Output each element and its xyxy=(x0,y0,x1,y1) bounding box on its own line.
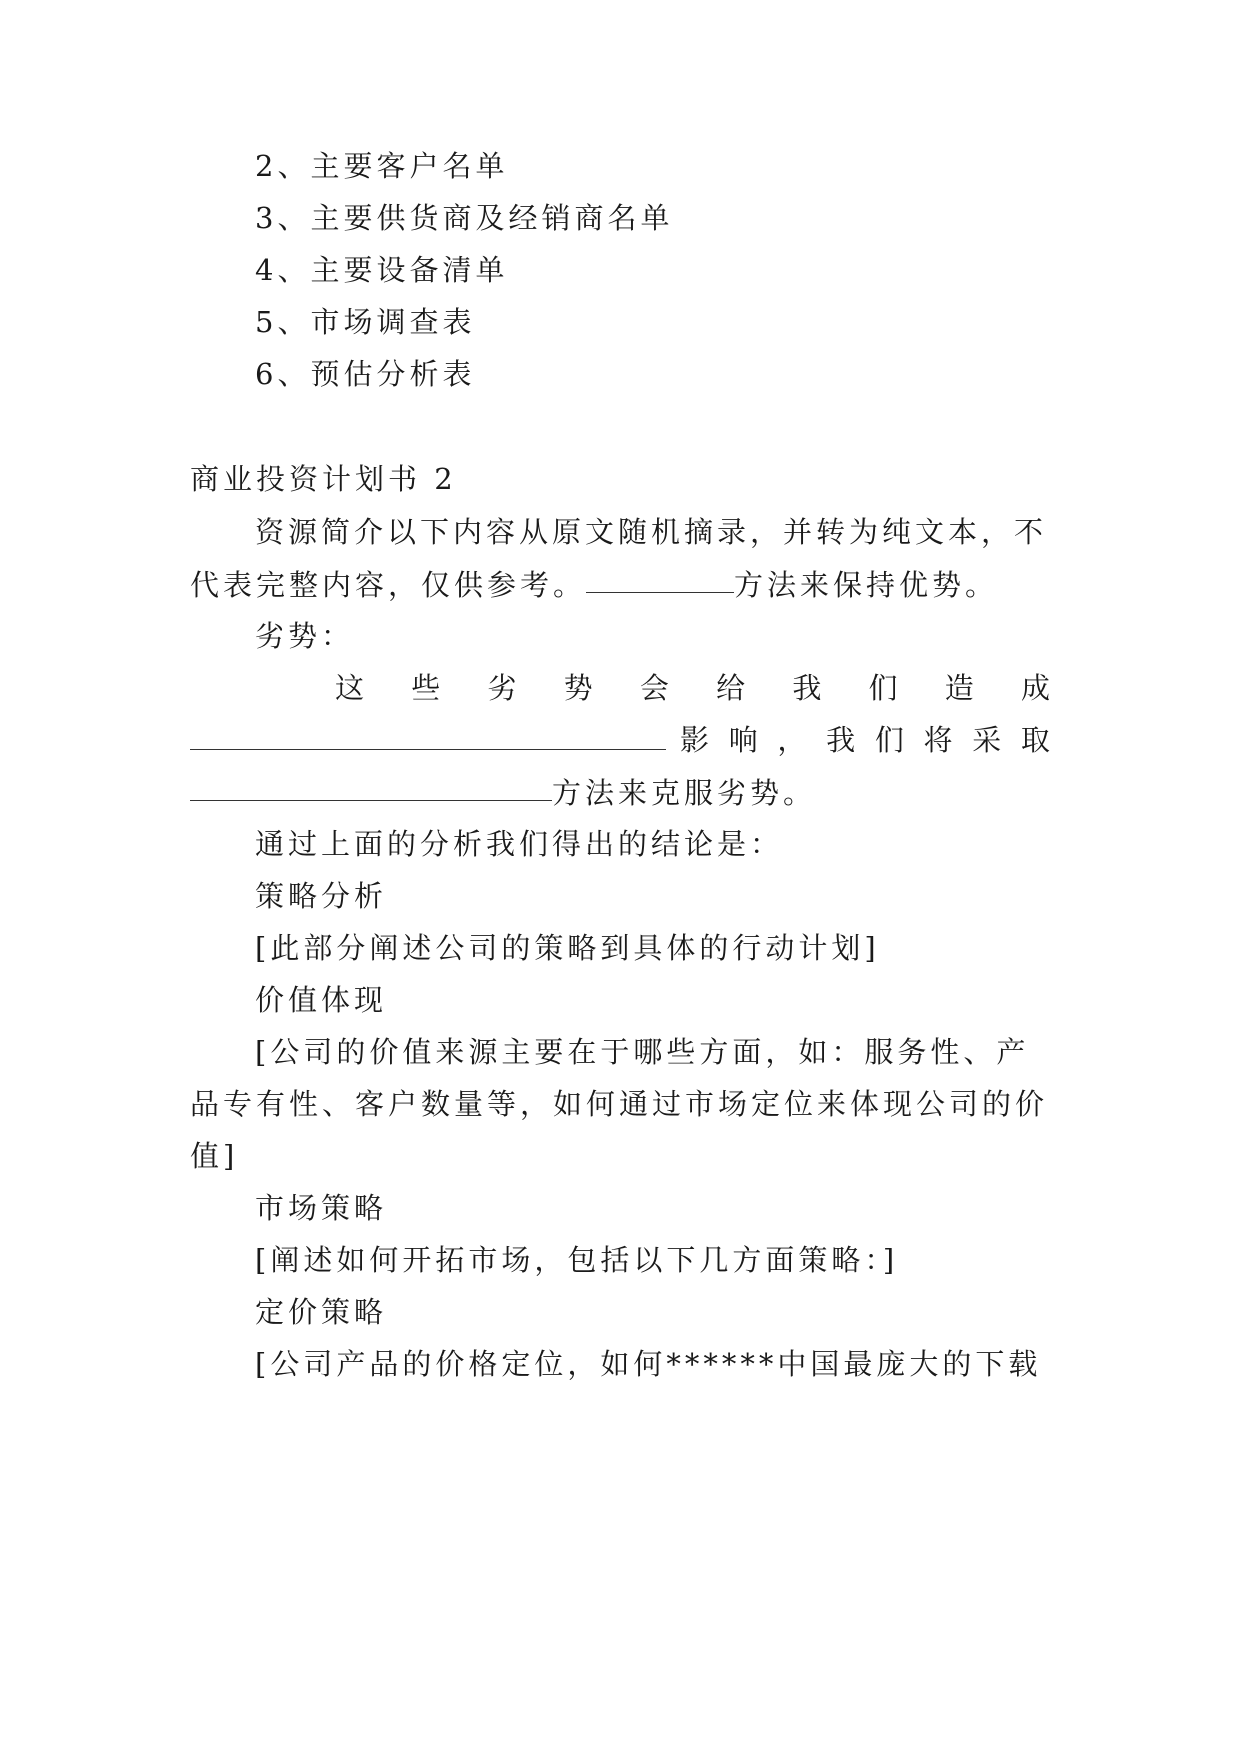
strategy-heading: 策略分析 xyxy=(255,879,388,913)
list-item: 6、预估分析表 xyxy=(255,357,476,391)
section-title: 商业投资计划书 2 xyxy=(190,462,457,496)
value-note-line-1: [公司的价值来源主要在于哪些方面，如：服务性、产 xyxy=(255,1035,1030,1069)
conclusion-text: 通过上面的分析我们得出的结论是： xyxy=(255,827,784,861)
weakness-word: 成 xyxy=(1020,671,1050,705)
market-note: [阐述如何开拓市场，包括以下几方面策略：] xyxy=(255,1243,899,1277)
weakness-word: 造 xyxy=(944,671,974,705)
weakness-heading: 劣势： xyxy=(255,619,355,653)
weakness-word: 取 xyxy=(1020,723,1050,757)
weakness-word: 劣 xyxy=(487,671,517,705)
weakness-word: 将 xyxy=(923,723,953,757)
weakness-word: 给 xyxy=(716,671,746,705)
value-heading: 价值体现 xyxy=(255,983,388,1017)
weakness-line-3-text: 方法来克服劣势。 xyxy=(552,776,817,810)
intro-text-before-blank: 代表完整内容，仅供参考。 xyxy=(190,568,587,602)
list-item: 5、市场调查表 xyxy=(255,305,476,339)
weakness-word: 会 xyxy=(639,671,669,705)
weakness-word: 响 xyxy=(728,723,758,757)
pricing-note: [公司产品的价格定位，如何******中国最庞大的下载 xyxy=(255,1347,1042,1381)
intro-line-2 xyxy=(190,564,998,605)
weakness-word: 们 xyxy=(868,671,898,705)
weakness-word: ， xyxy=(777,723,807,757)
weakness-word: 我 xyxy=(826,723,856,757)
intro-text-after-blank: 方法来保持优势。 xyxy=(734,568,999,602)
list-item: 4、主要设备清单 xyxy=(255,253,509,287)
weakness-word: 这 xyxy=(335,671,365,705)
pricing-heading: 定价策略 xyxy=(255,1295,388,1329)
strategy-note: [此部分阐述公司的策略到具体的行动计划] xyxy=(255,931,880,965)
weakness-line-1 xyxy=(335,668,1050,708)
value-note-line-2: 品专有性、客户数量等，如何通过市场定位来体现公司的价 xyxy=(190,1087,1049,1121)
weakness-word: 采 xyxy=(972,723,1002,757)
list-item: 3、主要供货商及经销商名单 xyxy=(255,201,674,235)
fill-in-blank xyxy=(586,564,734,593)
weakness-word: 势 xyxy=(563,671,593,705)
weakness-line-2-words xyxy=(666,720,1050,760)
weakness-line-2 xyxy=(190,720,1050,760)
intro-line-1: 资源简介以下内容从原文随机摘录，并转为纯文本，不 xyxy=(255,515,1048,549)
weakness-word: 我 xyxy=(792,671,822,705)
weakness-word: 们 xyxy=(874,723,904,757)
weakness-word: 些 xyxy=(411,671,441,705)
weakness-word: 影 xyxy=(680,723,710,757)
weakness-line-3 xyxy=(190,772,816,813)
value-note-line-3: 值] xyxy=(190,1139,239,1173)
market-heading: 市场策略 xyxy=(255,1191,388,1225)
fill-in-blank xyxy=(190,772,552,801)
list-item: 2、主要客户名单 xyxy=(255,149,509,183)
fill-in-blank xyxy=(190,721,666,750)
